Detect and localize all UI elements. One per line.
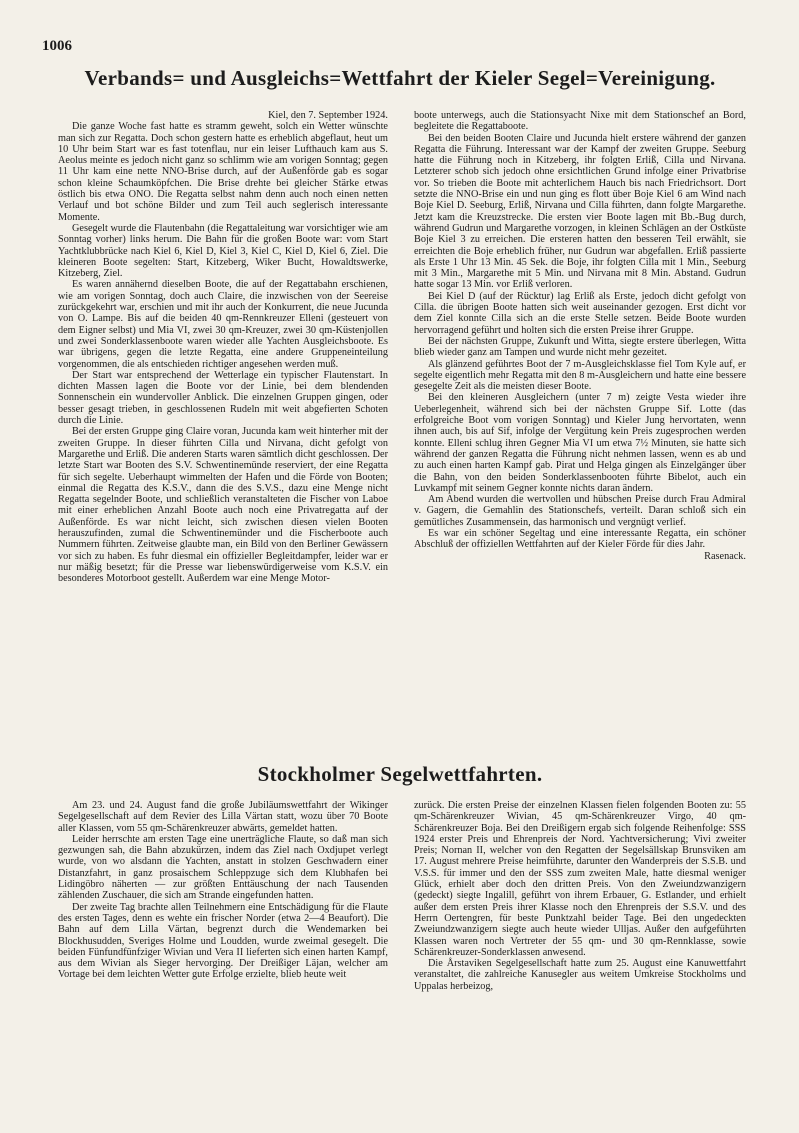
paragraph: Bei den kleineren Ausgleichern (unter 7 m) zeigte Vesta wieder ihre Ueberlegenheit, während sich bei der nächsten Gruppe Sif. Lotte (das erfolgreiche Boot vom vorigen Sonntag) und Kieler Jung hervortaten, wenn ihnen auch, bis auf Sif, infolge der Vergütung kein Preis zugesprochen werden konnte. Elleni schlug ihren Gegner Mia VI um etwa 7½ Minuten, sie hatte sich während der ganzen Regatta die Führung nicht nehmen lassen, wenn es ab und zu auch einen harten Kampf gab. Pirat und Helga gingen als Einzelgänger über die Bahn, von den beiden Sonderklassenbooten führte Bibelot, auch ein Luvkampf mit seinem Gegner konnte nichts daran ändern. xyxy=(414,392,746,494)
paragraph: Bei Kiel D (auf der Rücktur) lag Erliß als Erste, jedoch dicht gefolgt von Cilla. die übrigen Boote hatten sich weit auseinander gezogen. Erst dicht vor dem Ziel konnte Cilla sich an die erste Stelle setzen. Beide Boote wurden hervorragend geführt und holten sich die ersten Preise ihrer Gruppe. xyxy=(414,290,746,336)
paragraph: Bei den beiden Booten Claire und Jucunda hielt erstere während der ganzen Regatta die Führung. Interessant war der Kampf der zweiten Gruppe. Seeburg hatte die Führung noch in Kitzeberg, ihr folgten Erliß, Cilla und Nirvana. Letzterer schob sich jedoch ohne ersichtlichen Grund infolge einer Privatbrise vor. So trieben die Boote mit achterlichem Hauch bis nach Friedrichsort. Dort setzte die NNO-Brise ein und nun ging es flott über Boje Kiel 6 am Wind nach Boje Kiel D. Seeburg, Erliß, Nirvana und Cilla führten, dann folgte Margarethe. Jetzt kam die Kreuzstrecke. Die ersten vier Boote lagen mit Bb.-Bug durch, während Gudrun und Margarethe vorzogen, in kleinen Schlägen an der Ostküste Boje Kiel 3 zu erreichen. Die ersteren hatten den besseren Teil erwählt, sie erreichten die Boje erheblich früher, nur Gudrun war abgefallen. Erliß passierte als Erste 1 Uhr 13 Min. 45 Sek. die Boje, ihr folgten Cilla mit 1 Min., Seeburg mit 3 Min., Margarethe mit 5 Min. und Nirvana mit 8 Min. Abstand. Gudrun hatte sogar 13 Min. vor Erliß verloren. xyxy=(414,132,746,291)
paragraph: Der zweite Tag brachte allen Teilnehmern eine Entschädigung für die Flaute des ersten Tages, denn es wehte ein frischer Norder (etwa 2—4 Beaufort). Die Bahn auf dem Lilla Värtan, begrenzt durch die Wendemarken bei Blockhusudden, Sveriges Holme und Loudden, wurde zweimal gesegelt. Die beiden Fünfundfünfziger Wivian und Vera II lieferten sich einen harten Kampf, aus dem Wivian als Sieger hervorging. Der Dreißiger Läjan, welcher am Vortage bei dem leichten Wetter gute Erfolge erzielte, blieb heute weit xyxy=(58,901,388,981)
paragraph: Die ganze Woche fast hatte es stramm geweht, solch ein Wetter wünschte man sich zur Regatta. Doch schon gestern hatte es erheblich abgeflaut, heut um 10 Uhr beim Start war es fast totenflau, nur ein leiser Lufthauch kam aus S. Aeolus meinte es jedoch nicht ganz so schlimm wie am vorigen Sonntag; gegen 11 Uhr kam eine nette NNO-Brise durch, auf der Außenförde gab es sogar schon kleine Schaumköpfchen. Die Brise drehte bei gleicher Stärke etwas östlich bis etwa ONO. Die Regatta selbst nahm denn auch noch einen netten Verlauf und bot schöne Bilder und zum Teil auch seglerisch interessante Momente. xyxy=(58,121,388,223)
paragraph: zurück. Die ersten Preise der einzelnen Klassen fielen folgenden Booten zu: 55 qm-Schärenkreuzer Wivian, 45 qm-Schärenkreuzer Virgo, 40 qm-Schärenkreuzer Boja. Bei den Dreißigern ergab sich folgende Reihenfolge: SSS 1924 erster Preis und Ehrenpreis der Nord. Yachtversicherung; Vivi zweiter Preis; Nornan II, welcher von den Regatten der Segelsällskap Brunsviken am 17. August mehrere Preise heimführte, darunter den Wanderpreis der S.S.B. und V.S.S. für immer und den der SSS zum zweiten Male, hatte diesmal weniger Glück, erhielt aber doch den dritten Preis. Von den Zweiundzwanzigern (gedeckt) siegte Ingalill, geführt von ihrem Erbauer, G. Estlander, und erhielt außer dem ersten Preis ihrer Klasse noch den Ehrenpreis der S.S.V. und des Herrn Oertengren, für beste Punktzahl beider Tage. Bei den ungedeckten Zweiundzwanzigern siegte auch heute wieder Ulljas. Außer den aufgeführten Klassen waren noch Vertreter der 55 qm- und 30 qm-Rennklasse, sowie Schärenkreuzer-Sonderklassen anwesend. xyxy=(414,800,746,958)
article1-column-left xyxy=(58,110,388,716)
paragraph: Bei der ersten Gruppe ging Claire voran, Jucunda kam weit hinterher mit der zweiten Gruppe. In dieser führten Cilla und Nirvana, dicht gefolgt von Margarethe und Erliß. Die anderen Starts waren sämtlich dicht geschlossen. Der letzte Start war Booten des S.V. Schwentinemünde reserviert, der eine Regatta für sich segelte. Ueberhaupt wimmelten der Hafen und die Förde von Booten; einmal die Regatta des K.S.V., dann die des S.V.S., dazu eine Menge nicht Regatta segelnder Boote, und schließlich veranstalteten die Fischer von Laboe mit einer erheblichen Anzahl Boote auch noch eine Privatregatta auf der Außenförde. Es war nicht leicht, sich zwischen diesen vielen Booten herauszufinden, zumal die Schwentinemünder und die Fischerboote auch Nummern führten. Zeitweise glaubte man, ein Bild von den Berliner Gewässern vor sich zu haben. Es fuhr diesmal ein offizieller Begleitdampfer, leider war er nur mäßig besetzt; für die Presse war liebenswürdigerweise vom K.S.V. ein besonderes Motorboot gestellt. Außerdem war eine Menge Motor- xyxy=(58,426,388,585)
paragraph: Es war ein schöner Segeltag und eine interessante Regatta, ein schöner Abschluß der offiziellen Wettfahrten auf der Kieler Förde für dies Jahr. xyxy=(414,527,746,551)
paragraph: Als glänzend geführtes Boot der 7 m-Ausgleichsklasse fiel Tom Kyle auf, er segelte eigentlich mehr Regatta mit den 8 m-Ausgleichern und hatte eine bessere gesegelte Zeit als die meisten dieser Boote. xyxy=(414,358,746,393)
paragraph: boote unterwegs, auch die Stationsyacht Nixe mit dem Stationschef an Bord, begleitete die Regattaboote. xyxy=(414,110,746,133)
paragraph: Bei der nächsten Gruppe, Zukunft und Witta, siegte erstere überlegen, Witta blieb wieder ganz am Tampen und wurde nicht mehr gezeitet. xyxy=(414,335,746,359)
dateline: Kiel, den 7. September 1924. xyxy=(268,110,388,121)
article-title-kieler: Verbands= und Ausgleichs=Wettfahrt der Kieler Segel=Vereinigung. xyxy=(84,66,716,90)
article-title-stockholm: Stockholmer Segelwettfahrten. xyxy=(257,762,543,786)
author-signature: Rasenack. xyxy=(704,550,746,562)
paragraph: Am 23. und 24. August fand die große Jubiläumswettfahrt der Wikinger Segelgesellschaft auf dem Revier des Lilla Värtan statt, wozu über 70 Boote aller Klassen, vom 55 qm-Schärenkreuzer abwärts, gemeldet hatten. xyxy=(58,800,388,834)
paragraph: Die Årstaviken Segelgesellschaft hatte zum 25. August eine Kanuwettfahrt veranstaltet, die zahlreiche Kanusegler aus weitem Umkreise Stockholms und Uppalas herbeizog, xyxy=(414,958,746,992)
paragraph: Gesegelt wurde die Flautenbahn (die Regattaleitung war vorsichtiger wie am Sonntag vorher) links herum. Die Bahn für die großen Boote war: vom Start Yachtklubbrücke nach Kiel 6, Kiel D, Kiel 3, Kiel C, Kiel D, Kiel 6, Ziel. Die kleineren Boote segelten: Start, Kitzeberg, Wiker Bucht, Howaldtswerke, Kitzeberg, Ziel. xyxy=(58,222,388,280)
article2-column-left xyxy=(58,800,388,1122)
article2-column-right xyxy=(414,800,746,1122)
paragraph: Am Abend wurden die wertvollen und hübschen Preise durch Frau Admiral v. Gagern, die Gemahlin des Stationschefs, verteilt. Daran schloß sich ein gemütliches Zusammensein, das harmonisch und vergnügt verlief. xyxy=(414,494,746,528)
article1-column-right xyxy=(414,110,746,716)
paragraph: Der Start war entsprechend der Wetterlage ein typischer Flautenstart. In dichten Massen lagen die Boote vor der Linie, bei dem blendenden Sonnenschein ein wundervoller Anblick. Die einzelnen Gruppen gingen, oder besser gesagt trieben, in geschlossenen Rudeln mit weit abgefierten Schoten durch die Linie. xyxy=(58,369,388,427)
paragraph: Es waren annähernd dieselben Boote, die auf der Regattabahn erschienen, wie am vorigen Sonntag, doch auch Claire, die inzwischen von der Seereise zurückgekehrt war, erschien und mit ihr auch der Konkurrent, die neue Jucunda von O. Lampe. Bis auf die beiden 40 qm-Rennkreuzer Elleni (gesteuert von dem Eigner selbst) und Mia VI, zwei 30 qm-Kreuzer, zwei 30 qm-Küstenjollen und zwei Sonderklassenboote waren wieder alle Yachten Ausgleichsboote. Es war übrigens, gegen die letzte Regatta, eine andere Gruppeneinteilung vorgenommen, die als entschieden richtiger angesehen werden muß. xyxy=(58,279,388,370)
paragraph: Leider herrschte am ersten Tage eine unerträgliche Flaute, so daß man sich gezwungen sah, die Bahn abzukürzen, indem das Ziel nach Oxdjupet verlegt wurde, von wo alsdann die Yachten, anstatt in stolzen Geschwadern einer Distanzfahrt, in ganz prosaischem Schleppzuge sich dem Klubhafen bei Lidingöbro näherten — zur größten Enttäuschung der nach Tausenden zählenden Zuschauer, die sich am Strande eingefunden hatten. xyxy=(58,833,388,902)
page-number: 1006 xyxy=(42,38,72,54)
